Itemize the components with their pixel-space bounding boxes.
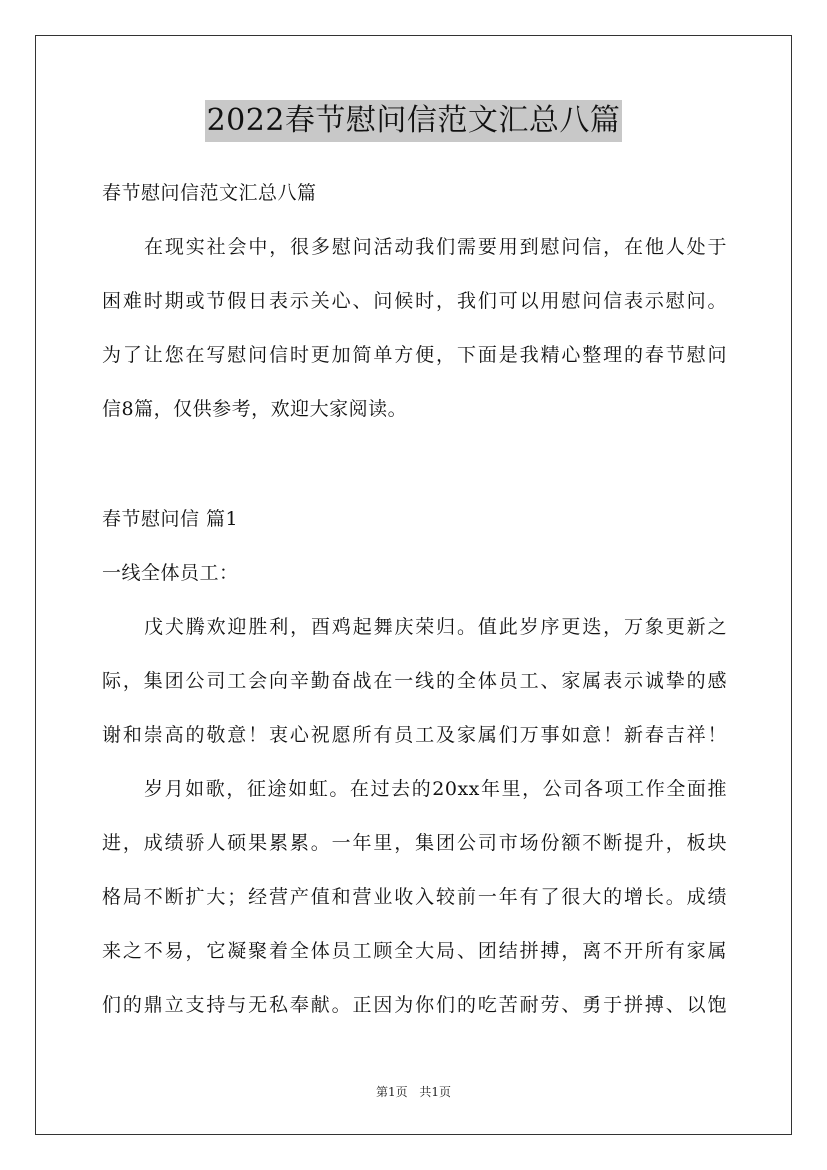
- paragraph-line: 们的鼎立支持与无私奉献。正因为你们的吃苦耐劳、勇于拼搏、以饱: [102, 994, 727, 1016]
- paragraph-line: 格局不断扩大；经营产值和营业收入较前一年有了很大的增长。成绩: [102, 886, 727, 908]
- paragraph-line: 进，成绩骄人硕果累累。一年里，集团公司市场份额不断提升，板块: [102, 832, 727, 854]
- paragraph-line: 谢和崇高的敬意！衷心祝愿所有员工及家属们万事如意！新春吉祥！: [102, 724, 727, 746]
- paragraph-line: 岁月如歌，征途如虹。在过去的20xx年里，公司各项工作全面推: [144, 778, 727, 800]
- title-container: [0, 100, 827, 142]
- intro-line: 在现实社会中，很多慰问活动我们需要用到慰问信，在他人处于: [144, 236, 727, 258]
- blank-line: [102, 448, 727, 504]
- intro-line: 困难时期或节假日表示关心、问候时，我们可以用慰问信表示慰问。: [102, 290, 727, 312]
- paragraph-line: 际，集团公司工会向辛勤奋战在一线的全体员工、家属表示诚挚的感: [102, 670, 727, 692]
- document-body: [102, 178, 727, 1044]
- intro-line: 为了让您在写慰问信时更加简单方便，下面是我精心整理的春节慰问: [102, 344, 727, 366]
- page-footer: [0, 1083, 827, 1100]
- page-number: 第1页: [375, 1085, 408, 1099]
- document-subtitle: 春节慰问信范文汇总八篇: [102, 182, 317, 204]
- page-total: 共1页: [419, 1085, 452, 1099]
- section-heading: 春节慰问信 篇1: [102, 508, 239, 530]
- salutation: 一线全体员工：: [102, 562, 239, 584]
- document-title: 2022春节慰问信范文汇总八篇: [205, 100, 623, 142]
- intro-line: 信8篇，仅供参考，欢迎大家阅读。: [102, 398, 408, 420]
- paragraph-line: 戊犬腾欢迎胜利，酉鸡起舞庆荣归。值此岁序更迭，万象更新之: [144, 616, 727, 638]
- paragraph-line: 来之不易，它凝聚着全体员工顾全大局、团结拼搏，离不开所有家属: [102, 940, 727, 962]
